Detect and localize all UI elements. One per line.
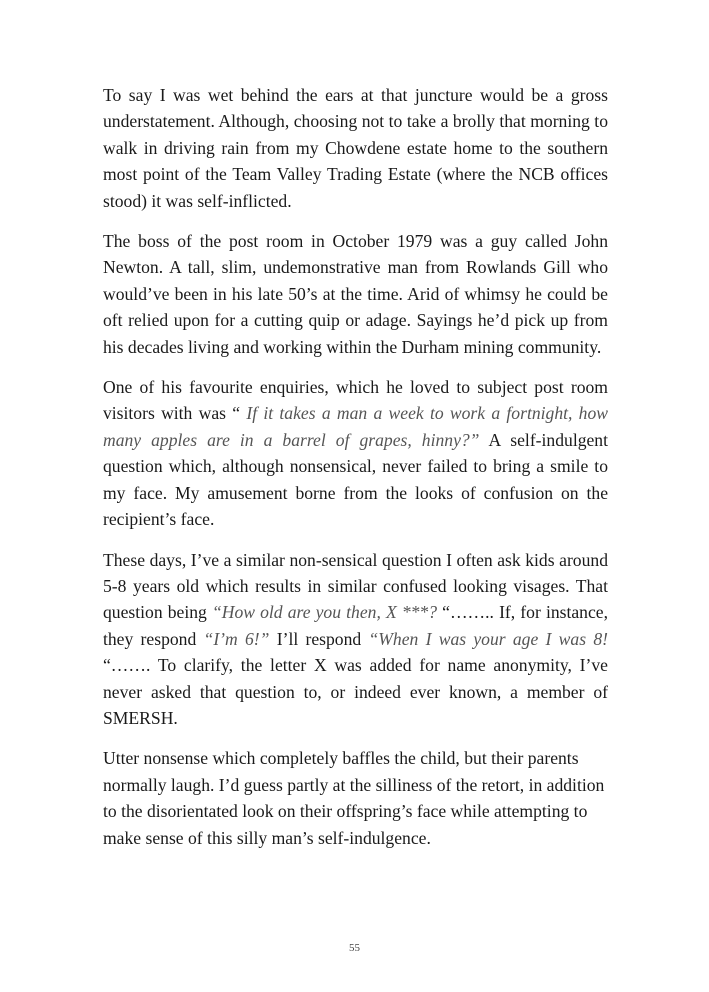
paragraph-3 — [103, 374, 608, 532]
paragraph-4-text-g: “……. To clarify, the letter X was added for name anonymity, I’ve never asked that question to, or indeed ever known, a member of SMERSH. — [103, 655, 608, 728]
paragraph-4-text-c: “…….. If, for instance, they respond — [103, 602, 608, 649]
page-number: 55 — [349, 942, 360, 954]
paragraph-5: Utter nonsense which completely baffles the child, but their parents normally laugh. I’d guess partly at the silliness of the retort, in addition to the disorientated look on their offspring’s face while attempting to make sense of this silly man’s self-indulgence. — [103, 748, 605, 848]
paragraph-4-quote-3: “When I was your age I was 8! — [368, 628, 608, 649]
paragraph-4-text-a: These days, I’ve a similar non-sensical question I often ask kids around 5-8 years old which results in similar confused looking visages. That question being — [103, 549, 608, 623]
paragraph-2: The boss of the post room in October 1979 was a guy called John Newton. A tall, slim, undemonstrative man from Rowlands Gill who would’ve been in his late 50’s at the time. Arid of whimsy he could be oft relied upon for a cutting quip or adage. Sayings he’d pick up from his decades living and working within the Durham mining community. — [103, 231, 608, 357]
paragraph-3-quote: If it takes a man a week to work a fortnight, how many apples are in a barrel of grapes, hinny?” — [103, 403, 609, 450]
paragraph-3-text-a: One of his favourite enquiries, which he loved to subject post room visitors with was “ — [103, 377, 608, 424]
paragraph-4-quote-1: “How old are you then, X ***? — [211, 602, 438, 623]
paragraph-1: To say I was wet behind the ears at that juncture would be a gross understatement. Although, choosing not to take a brolly that morning to walk in driving rain from my Chowdene estate home to the southern most point of the Team Valley Trading Estate (where the NCB offices stood) it was self-inflicted. — [103, 85, 608, 211]
paragraph-4 — [103, 547, 608, 732]
page-body — [103, 82, 608, 865]
paragraph-3-text-c: A self-indulgent question which, although nonsensical, never failed to bring a smile to my face. My amusement borne from the looks of confusion on the recipient’s face. — [103, 429, 608, 530]
paragraph-4-quote-2: “I’m 6!” — [203, 628, 270, 649]
paragraph-4-text-e: I’ll respond — [269, 628, 369, 649]
